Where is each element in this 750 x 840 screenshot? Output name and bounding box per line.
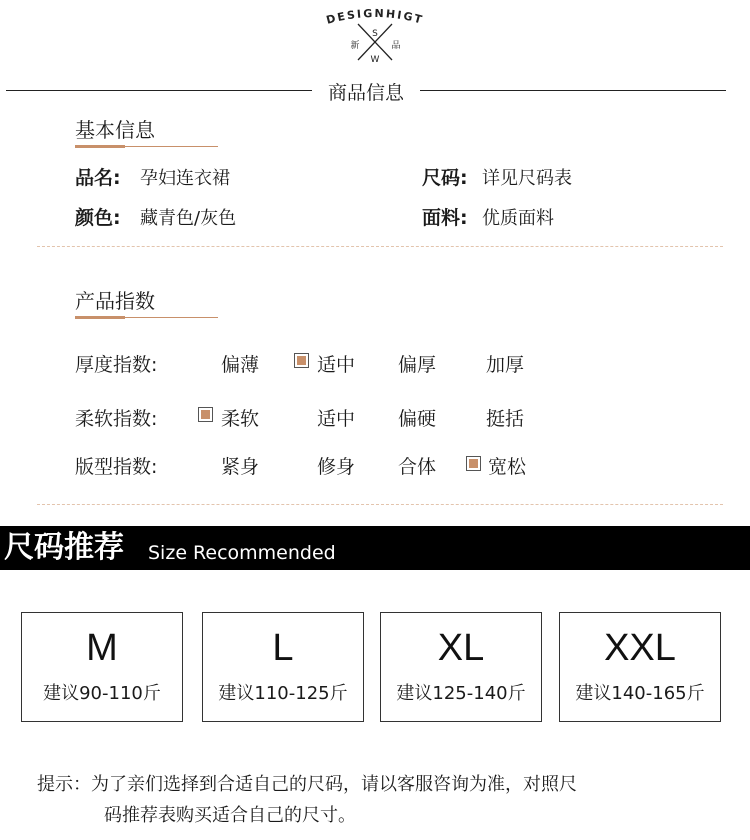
- option-stiff[interactable]: 挺括: [486, 408, 525, 430]
- size-card-xl[interactable]: [380, 612, 542, 722]
- selected-checkbox[interactable]: [198, 407, 213, 422]
- option-medium[interactable]: 适中: [317, 354, 356, 376]
- product-index-title: 产品指数: [75, 289, 155, 313]
- option-thin[interactable]: 偏薄: [221, 354, 260, 376]
- size-letter: L: [272, 627, 294, 669]
- header-divider-left: [6, 90, 312, 91]
- size-card-m[interactable]: [21, 612, 183, 722]
- info-value-size: 详见尺码表: [482, 168, 572, 189]
- info-label-fabric: 面料:: [422, 207, 468, 229]
- logo-letter-bottom: W: [370, 55, 380, 65]
- size-recommend: 建议90-110斤: [43, 683, 161, 704]
- option-extra-thick[interactable]: 加厚: [486, 354, 525, 376]
- product-index-underline-thin: [125, 317, 218, 318]
- option-tight[interactable]: 紧身: [221, 456, 260, 478]
- header-divider-right: [420, 90, 726, 91]
- option-regular[interactable]: 合体: [398, 456, 437, 478]
- info-value-name: 孕妇连衣裙: [140, 168, 230, 189]
- dashed-divider: [37, 246, 723, 247]
- option-thick[interactable]: 偏厚: [398, 354, 437, 376]
- index-label-fit: 版型指数:: [75, 456, 158, 478]
- size-letter: XXL: [604, 627, 676, 669]
- selected-checkbox[interactable]: [294, 353, 309, 368]
- size-card-xxl[interactable]: [559, 612, 721, 722]
- basic-info-underline: [75, 145, 125, 148]
- size-banner-title: 尺码推荐: [4, 530, 124, 565]
- logo-letter-top: S: [372, 29, 378, 39]
- option-moderate[interactable]: 适中: [317, 408, 356, 430]
- info-label-name: 品名:: [75, 167, 121, 189]
- tip-line-1: 提示：为了亲们选择到合适自己的尺码，请以客服咨询为准，对照尺: [37, 774, 577, 795]
- option-soft[interactable]: 柔软: [221, 408, 260, 430]
- option-firm[interactable]: 偏硬: [398, 408, 437, 430]
- option-slim[interactable]: 修身: [317, 456, 356, 478]
- brand-logo: [300, 4, 450, 66]
- info-label-color: 颜色:: [75, 207, 121, 229]
- size-card-l[interactable]: [202, 612, 364, 722]
- product-index-underline: [75, 316, 125, 319]
- index-label-thickness: 厚度指数:: [75, 354, 158, 376]
- option-loose[interactable]: 宽松: [488, 456, 527, 478]
- basic-info-underline-thin: [125, 146, 218, 147]
- info-label-size: 尺码:: [422, 167, 468, 189]
- logo-char-right: 品: [391, 41, 401, 51]
- index-label-softness: 柔软指数:: [75, 408, 158, 430]
- logo-char-left: 新: [350, 41, 360, 51]
- size-banner-subtitle: Size Recommended: [148, 542, 336, 564]
- dashed-divider: [37, 504, 723, 505]
- selected-checkbox[interactable]: [466, 456, 481, 471]
- size-recommend: 建议125-140斤: [396, 683, 526, 704]
- info-value-fabric: 优质面料: [482, 208, 554, 229]
- brand-name: DESIGNHIGT: [324, 6, 426, 27]
- tip-line-2: 码推荐表购买适合自己的尺寸。: [104, 805, 356, 826]
- size-recommend: 建议140-165斤: [575, 683, 705, 704]
- section-title: 商品信息: [327, 82, 404, 104]
- size-letter: M: [86, 627, 118, 669]
- brand-logo-graphic: [300, 4, 450, 66]
- size-recommend: 建议110-125斤: [218, 683, 348, 704]
- basic-info-title: 基本信息: [75, 118, 155, 142]
- size-letter: XL: [437, 627, 485, 669]
- info-value-color: 藏青色/灰色: [140, 208, 237, 229]
